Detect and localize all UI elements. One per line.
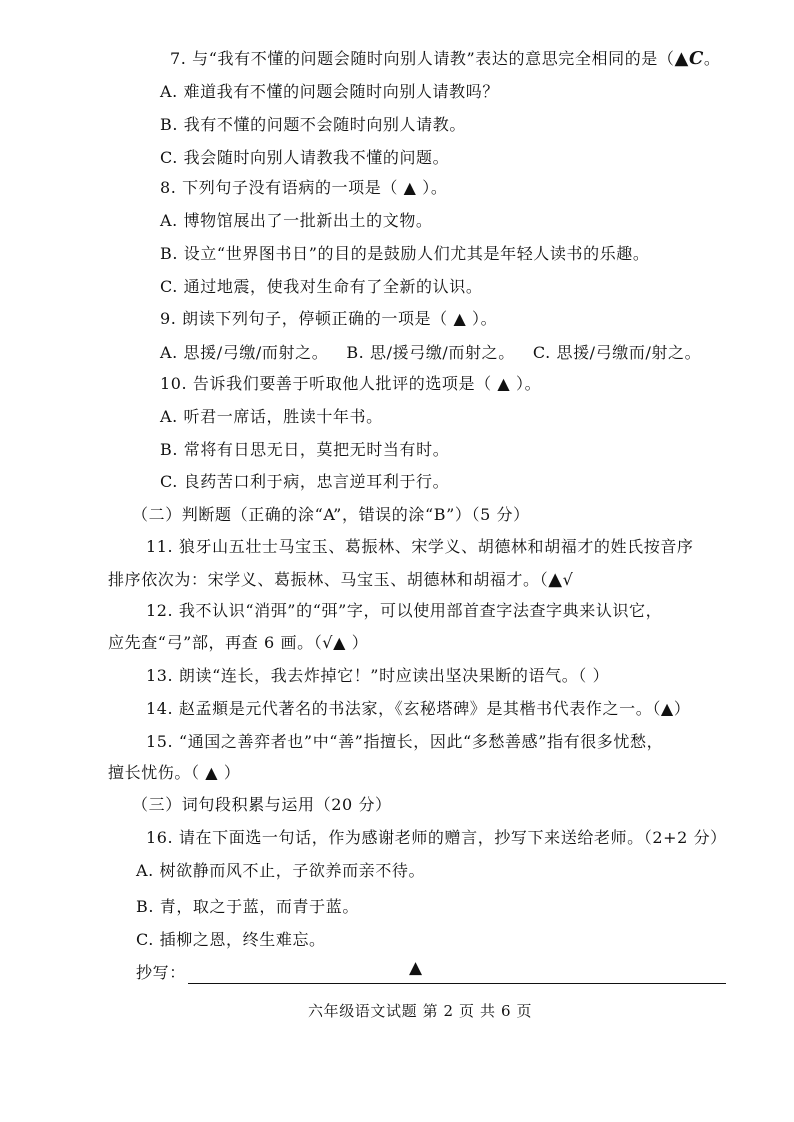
q7-stem xyxy=(170,48,721,70)
q11-line2-text: 排序依次为：宋学义、葛振林、马宝玉、胡德林和胡福才。（ xyxy=(108,570,549,589)
q15-line2: 擅长忧伤。（ ▲ ） xyxy=(108,763,241,782)
q11-line1: 11. 狼牙山五壮士马宝玉、葛振林、宋学义、胡德林和胡福才的姓氏按音序 xyxy=(146,537,694,556)
section2-heading: （二）判断题（正确的涂“A”，错误的涂“B”）（5 分） xyxy=(132,505,530,524)
q7-answer-mark: ▲ xyxy=(674,48,689,69)
q16-stem: 16. 请在下面选一句话，作为感谢老师的赠言，抄写下来送给老师。（2+2 分） xyxy=(146,828,727,847)
q10-option-b: B. 常将有日思无日，莫把无时当有时。 xyxy=(160,440,450,459)
copy-answer-mark: ▲ xyxy=(409,958,423,978)
q7-option-b: B. 我有不懂的问题不会随时向别人请教。 xyxy=(160,115,466,134)
q9-option-b: B. 思/援弓缴/而射之。 xyxy=(346,343,515,362)
q15-line1: 15. “通国之善弈者也”中“善”指擅长，因此“多愁善感”指有很多忧愁， xyxy=(146,732,664,751)
q9-stem: 9. 朗读下列句子，停顿正确的一项是（ ▲ ）。 xyxy=(160,309,498,328)
q8-option-b: B. 设立“世界图书日”的目的是鼓励人们尤其是年轻人读书的乐趣。 xyxy=(160,244,650,263)
q12-line2: 应先查“弓”部，再查 6 画。（√▲ ） xyxy=(108,633,369,652)
q14-text: 14. 赵孟頫是元代著名的书法家，《玄秘塔碑》是其楷书代表作之一。（▲） xyxy=(146,699,691,718)
q13-text: 13. 朗读“连长，我去炸掉它！”时应读出坚决果断的语气。（ ） xyxy=(146,666,610,685)
q7-handwritten-answer: C xyxy=(688,48,704,69)
q10-option-a: A. 听君一席话，胜读十年书。 xyxy=(160,407,383,426)
q11-handwritten-mark: √ xyxy=(562,570,574,589)
q11-line2 xyxy=(108,569,573,591)
q8-stem: 8. 下列句子没有语病的一项是（ ▲ ）。 xyxy=(160,178,448,197)
copy-label: 抄写： xyxy=(136,963,186,982)
q9-option-c: C. 思援/弓缴而/射之。 xyxy=(532,343,702,362)
q10-option-c: C. 良药苦口利于病，忠言逆耳利于行。 xyxy=(160,472,450,491)
q7-close: 。 xyxy=(703,49,721,68)
q7-stem-text: 7. 与“我有不懂的问题会随时向别人请教”表达的意思完全相同的是（ xyxy=(170,49,675,68)
section3-heading: （三）词句段积累与运用（20 分） xyxy=(132,795,392,814)
q10-stem: 10. 告诉我们要善于听取他人批评的选项是（ ▲ ）。 xyxy=(160,374,542,393)
q7-option-a: A. 难道我有不懂的问题会随时向别人请教吗？ xyxy=(160,82,499,101)
page-footer: 六年级语文试题 第 2 页 共 6 页 xyxy=(308,1002,533,1020)
q9-options xyxy=(160,342,701,364)
q16-option-b: B. 青，取之于蓝，而青于蓝。 xyxy=(136,897,359,916)
copy-answer-line xyxy=(188,983,726,984)
q8-option-a: A. 博物馆展出了一批新出土的文物。 xyxy=(160,211,433,230)
q9-option-a: A. 思援/弓缴/而射之。 xyxy=(160,343,329,362)
q7-option-c: C. 我会随时向别人请教我不懂的问题。 xyxy=(160,148,450,167)
q11-answer-mark: ▲ xyxy=(548,569,563,590)
q16-option-a: A. 树欲静而风不止，子欲养而亲不待。 xyxy=(136,861,426,880)
q12-line1: 12. 我不认识“消弭”的“弭”字，可以使用部首查字法查字典来认识它， xyxy=(146,601,663,620)
q16-option-c: C. 插柳之恩，终生难忘。 xyxy=(136,930,326,949)
q8-option-c: C. 通过地震，使我对生命有了全新的认识。 xyxy=(160,277,483,296)
